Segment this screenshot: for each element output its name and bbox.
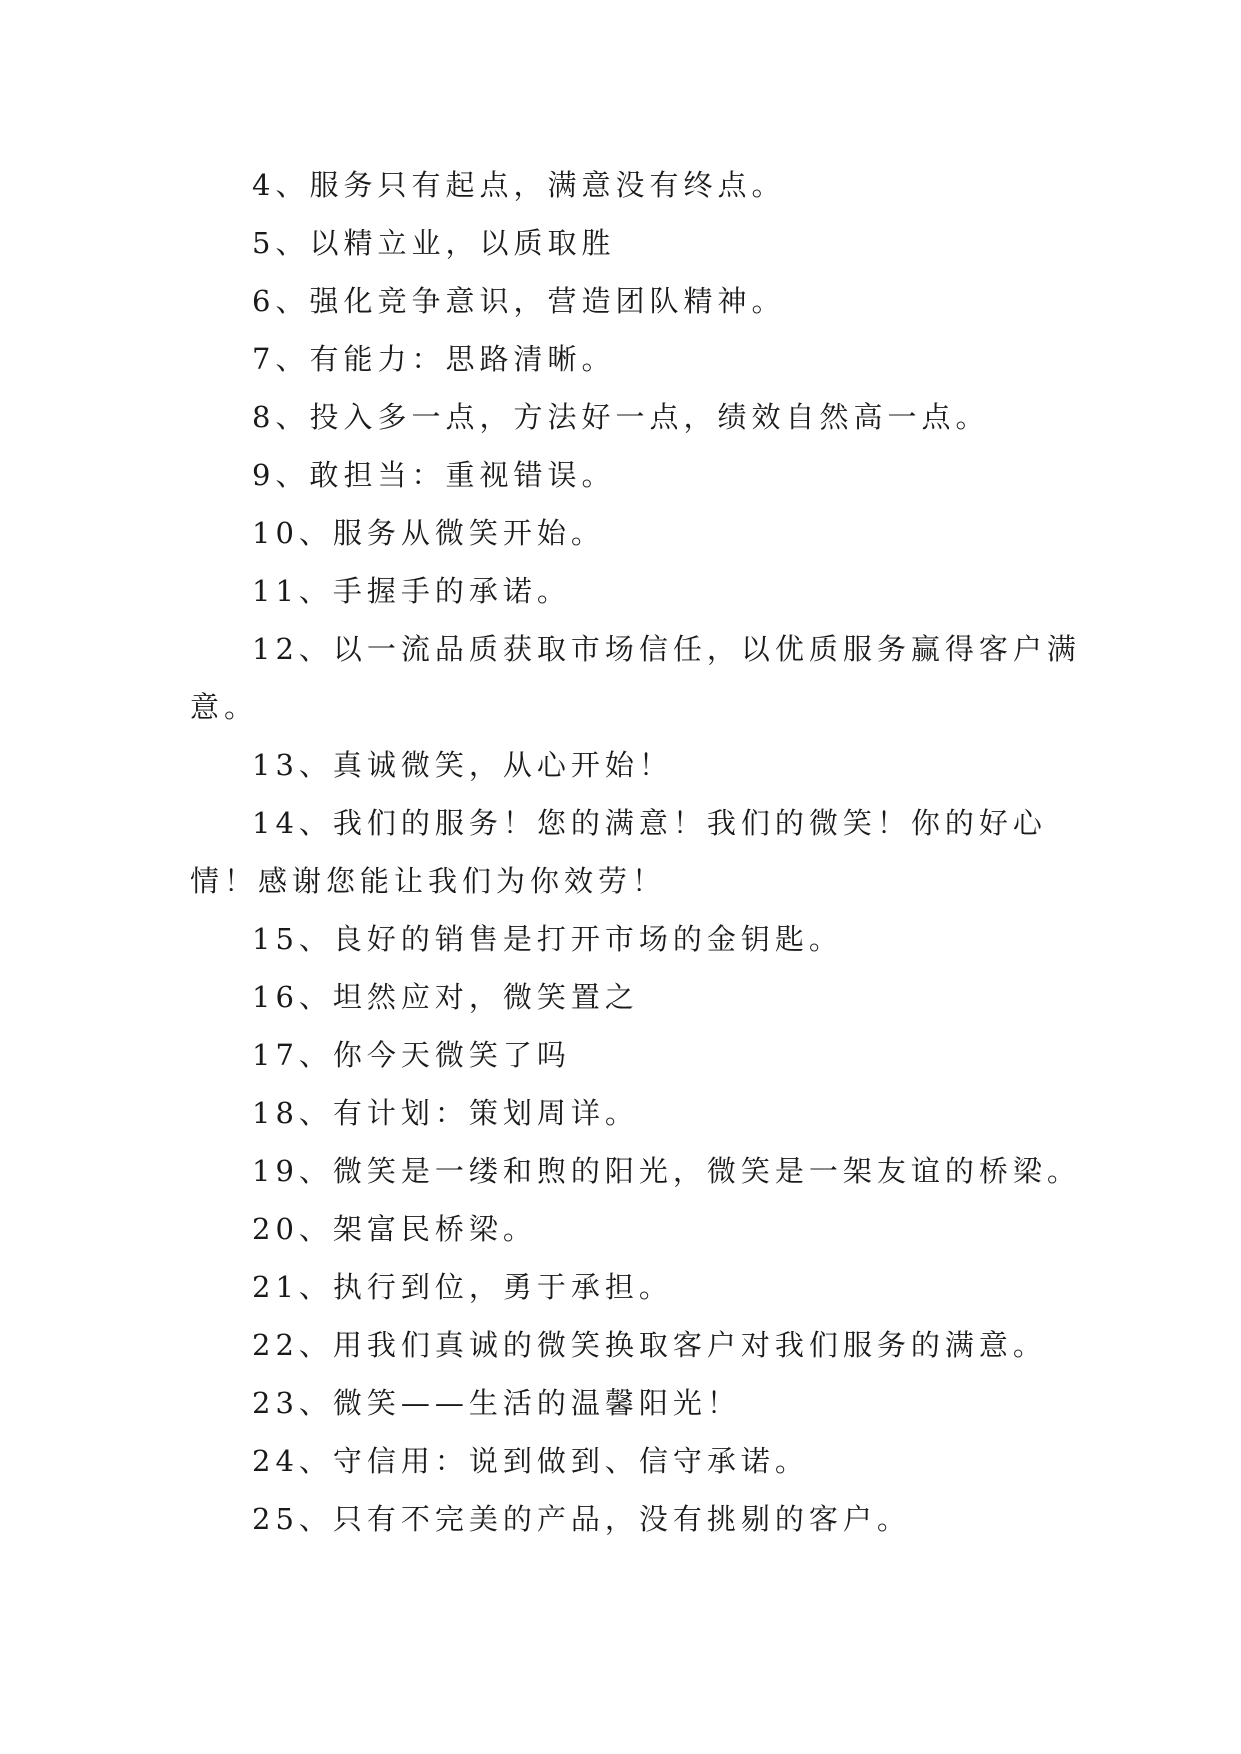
- paragraph-line: 21、执行到位，勇于承担。: [252, 1270, 673, 1304]
- paragraph-line: 11、手握手的承诺。: [252, 574, 571, 608]
- document-body: [190, 156, 1081, 1548]
- paragraph-line: 14、我们的服务！您的满意！我们的微笑！你的好心: [252, 806, 1047, 840]
- paragraph-line: 12、以一流品质获取市场信任，以优质服务赢得客户满: [252, 632, 1081, 666]
- paragraph-line: 8、投入多一点，方法好一点，绩效自然高一点。: [252, 400, 990, 434]
- paragraph-line: 5、以精立业，以质取胜: [252, 226, 616, 260]
- paragraph-continuation-line: 意。: [190, 690, 259, 724]
- paragraph-line: 24、守信用：说到做到、信守承诺。: [252, 1444, 809, 1478]
- paragraph-line: 22、用我们真诚的微笑换取客户对我们服务的满意。: [252, 1328, 1047, 1362]
- paragraph-line: 16、坦然应对，微笑置之: [252, 980, 639, 1014]
- paragraph-continuation-line: 情！感谢您能让我们为你效劳！: [190, 864, 667, 898]
- paragraph-line: 10、服务从微笑开始。: [252, 516, 605, 550]
- paragraph-line: 4、服务只有起点，满意没有终点。: [252, 168, 786, 202]
- paragraph-line: 23、微笑——生活的温馨阳光！: [252, 1386, 741, 1420]
- paragraph-line: 19、微笑是一缕和煦的阳光，微笑是一架友谊的桥梁。: [252, 1154, 1081, 1188]
- paragraph-line: 15、良好的销售是打开市场的金钥匙。: [252, 922, 843, 956]
- paragraph-line: 25、只有不完美的产品，没有挑剔的客户。: [252, 1502, 911, 1536]
- paragraph-line: 18、有计划：策划周详。: [252, 1096, 639, 1130]
- paragraph-line: 13、真诚微笑，从心开始！: [252, 748, 673, 782]
- paragraph-line: 9、敢担当：重视错误。: [252, 458, 616, 492]
- paragraph-line: 20、架富民桥梁。: [252, 1212, 537, 1246]
- paragraph-line: 7、有能力：思路清晰。: [252, 342, 616, 376]
- paragraph-line: 17、你今天微笑了吗: [252, 1038, 571, 1072]
- paragraph-line: 6、强化竞争意识，营造团队精神。: [252, 284, 786, 318]
